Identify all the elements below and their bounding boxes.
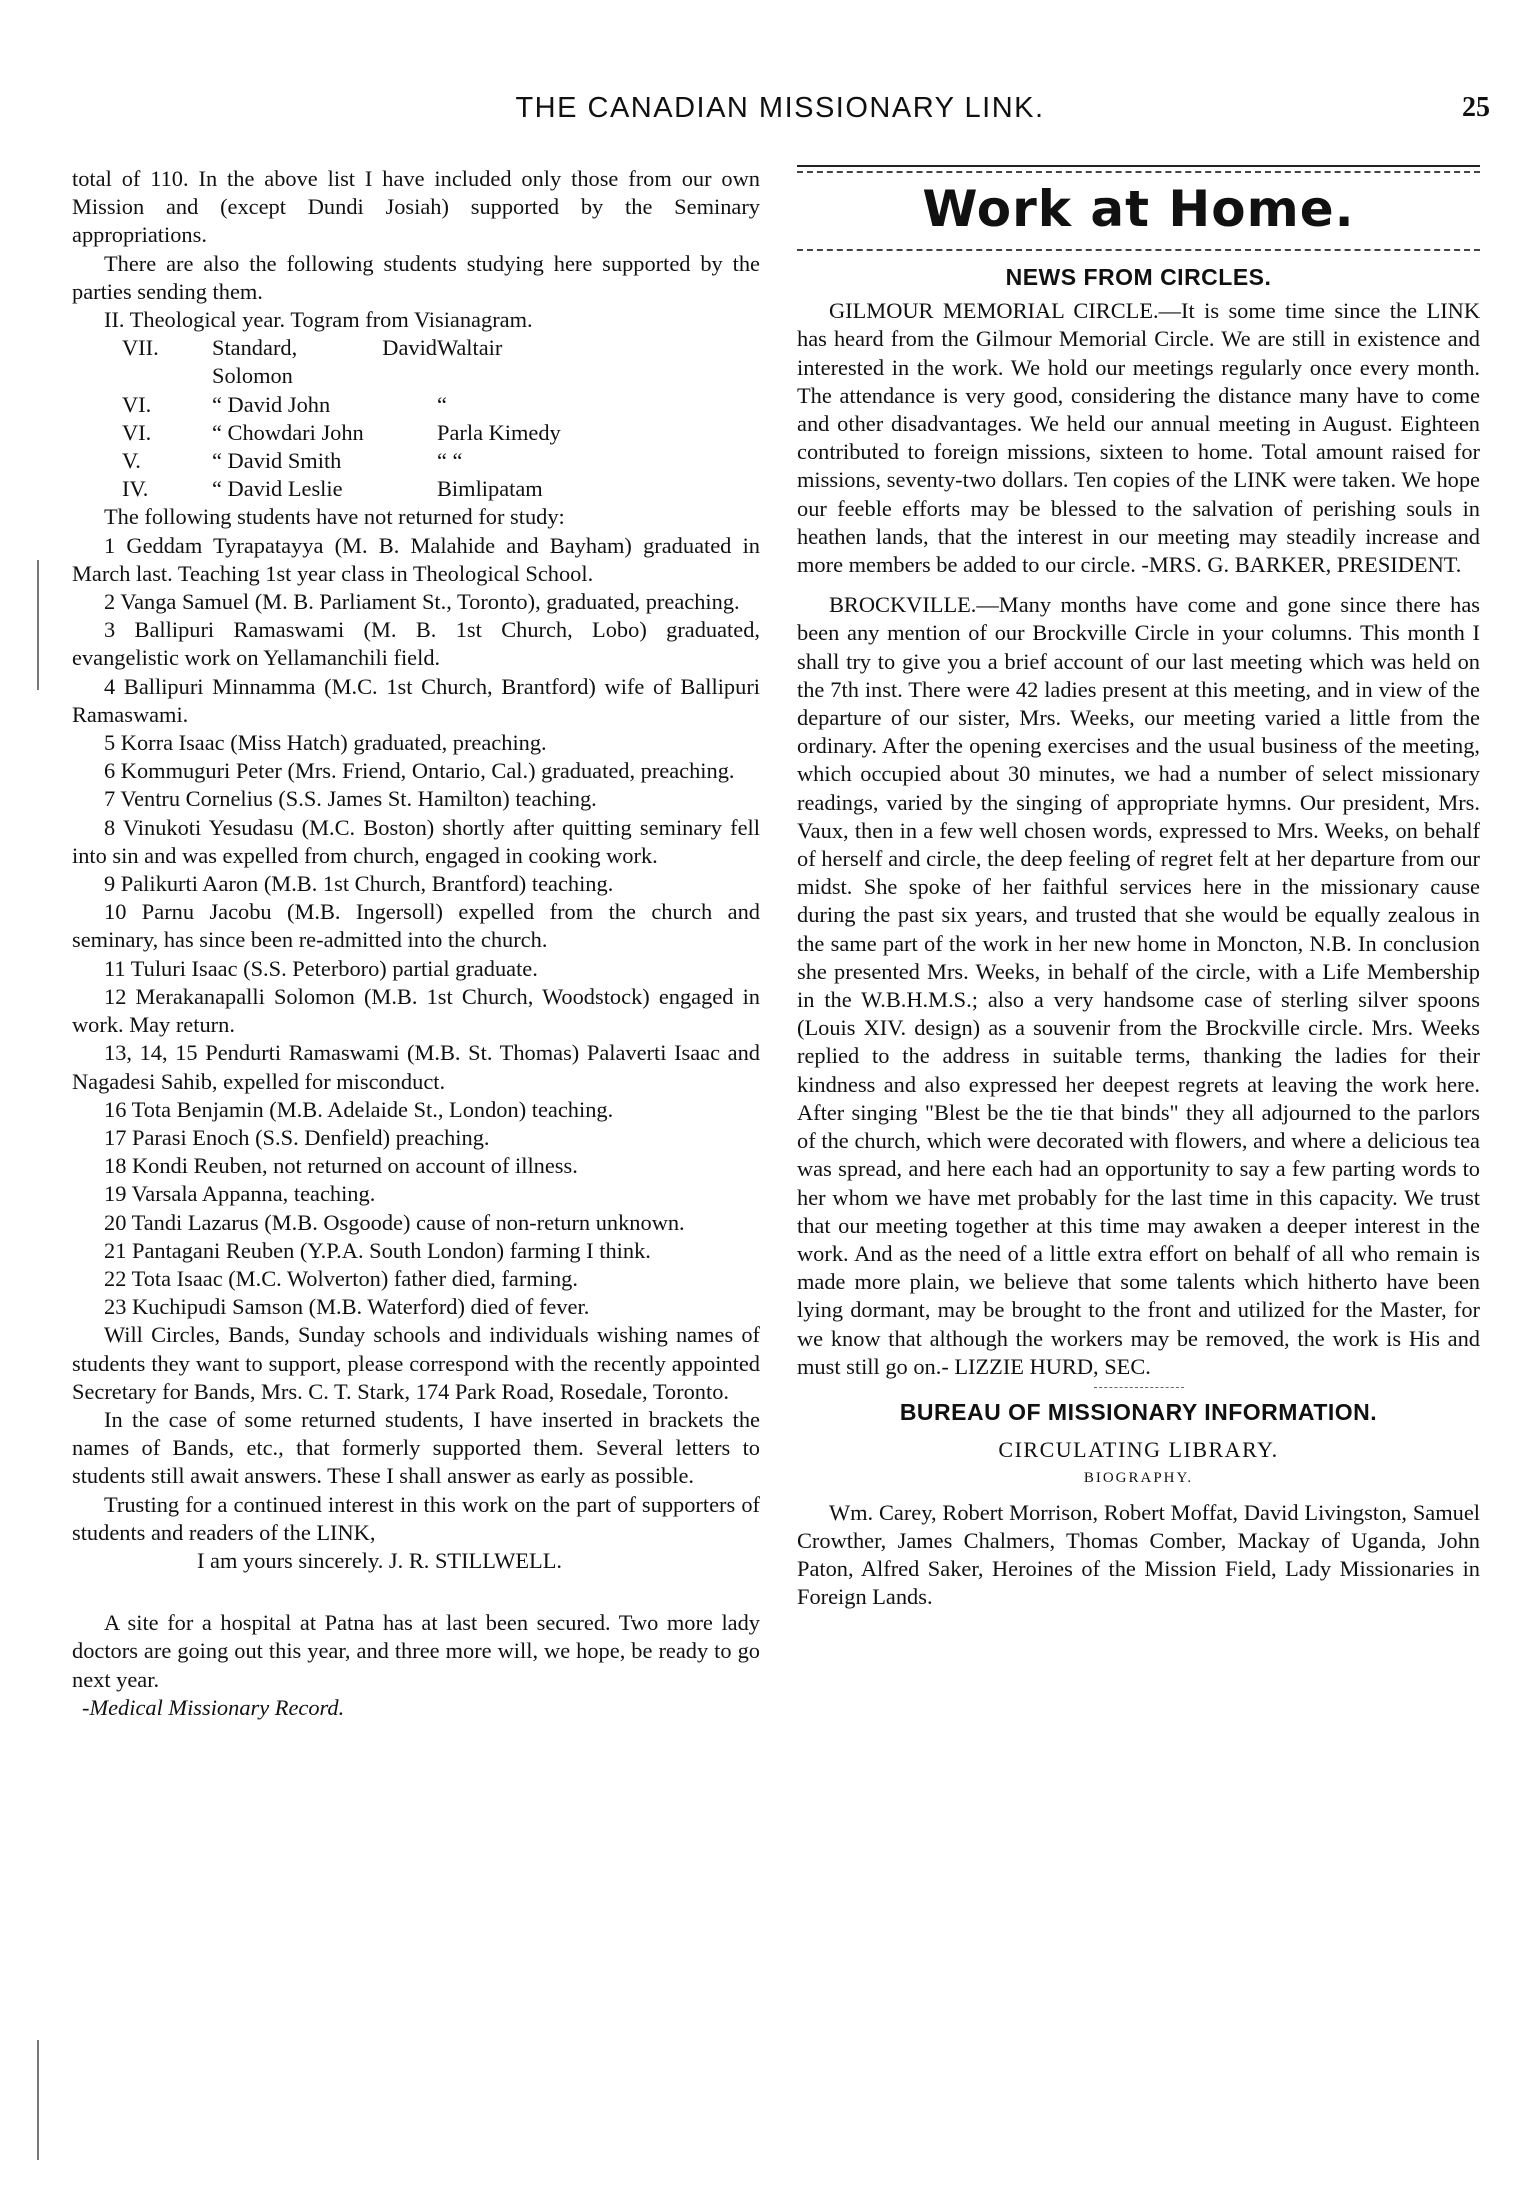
student-name: “ David Smith bbox=[212, 448, 342, 474]
standards-list bbox=[72, 334, 760, 503]
right-column bbox=[797, 165, 1480, 1611]
grade: VI. bbox=[122, 419, 152, 445]
gilmour-report bbox=[797, 297, 1480, 579]
divider bbox=[1094, 1387, 1184, 1388]
running-title: THE CANADIAN MISSIONARY LINK. bbox=[515, 92, 1045, 124]
student-entry: 2 Vanga Samuel (M. B. Parliament St., Toronto), graduated, preaching. bbox=[104, 589, 740, 615]
list-item bbox=[122, 419, 760, 447]
student-name: “ Chowdari John bbox=[212, 419, 364, 445]
page-header bbox=[70, 92, 1490, 132]
grade: IV. bbox=[122, 476, 149, 502]
student-entry: 22 Tota Isaac (M.C. Wolverton) father died, farming. bbox=[104, 1265, 578, 1291]
student-entry: 18 Kondi Reuben, not returned on account of illness. bbox=[104, 1153, 578, 1179]
student-entry: 6 Kommuguri Peter (Mrs. Friend, Ontario, Cal.) graduated, preaching. bbox=[104, 758, 735, 784]
place: Waltair bbox=[437, 335, 503, 361]
theological-line: II. Theological year. Togram from Visianagram. bbox=[104, 307, 533, 333]
gilmour-text: —It is some time since the LINK has heard from the Gilmour Memorial Circle. We are still in existence and interested in the work. We hold our meetings regularly once every month. The attendance is very good, considering the distance many have to come and other disadvantages. We held our annual meeting in August. Eighteen contributed to foreign missions, sixteen to home. Total amount raised for missions, seventy-two dollars. Ten copies of the LINK were taken. We hope our feeble efforts may be blessed to the salvation of perishing souls in heathen lands, that the interest in our meeting may steadily increase and more members be added to our circle. -MRS. G. BARKER, PRESIDENT. bbox=[797, 298, 1480, 578]
student-entry: 23 Kuchipudi Samson (M.B. Waterford) died of fever. bbox=[104, 1294, 590, 1320]
student-entry: 3 Ballipuri Ramaswami (M. B. 1st Church, Lobo) graduated, evangelistic work on Yellamanchili field. bbox=[72, 617, 760, 671]
biography-list: Wm. Carey, Robert Morrison, Robert Moffat, David Livingston, Samuel Crowther, James Chalmers, Thomas Comber, Mackay of Uganda, John Paton, Alfred Saker, Heroines of the Mission Field, Lady Missionaries in Foreign Lands. bbox=[797, 1499, 1480, 1610]
place: Bimlipatam bbox=[437, 476, 543, 502]
grade: VII. bbox=[122, 335, 159, 361]
divider bbox=[797, 171, 1480, 173]
student-entry: 20 Tandi Lazarus (M.B. Osgoode) cause of non-return unknown. bbox=[104, 1209, 685, 1235]
divider bbox=[797, 249, 1480, 251]
brockville-report bbox=[797, 591, 1480, 1381]
margin-mark bbox=[37, 560, 39, 690]
student-entry: 10 Parnu Jacobu (M.B. Ingersoll) expelled from the church and seminary, has since been re-admitted into the church. bbox=[72, 899, 760, 953]
list-item bbox=[122, 475, 760, 503]
student-entry: 4 Ballipuri Minnamma (M.C. 1st Church, Brantford) wife of Ballipuri Ramaswami. bbox=[72, 673, 760, 727]
student-entry: 9 Palikurti Aaron (M.B. 1st Church, Brantford) teaching. bbox=[104, 871, 614, 897]
trusting-paragraph: Trusting for a continued interest in this work on the part of supporters of students and readers of the LINK, bbox=[72, 1491, 760, 1545]
page-number: 25 bbox=[1462, 92, 1490, 123]
student-entry: 19 Varsala Appanna, teaching. bbox=[104, 1181, 376, 1207]
place: “ bbox=[437, 391, 447, 417]
margin-mark bbox=[37, 2040, 39, 2160]
student-entry: 21 Pantagani Reuben (Y.P.A. South London) farming I think. bbox=[104, 1237, 651, 1263]
list-item bbox=[122, 447, 760, 475]
student-entry: 13, 14, 15 Pendurti Ramaswami (M.B. St. Thomas) Palaverti Isaac and Nagadesi Sahib, expelled for misconduct. bbox=[72, 1040, 760, 1094]
hospital-paragraph: A site for a hospital at Patna has at last been secured. Two more lady doctors are going out this year, and three more will, we hope, be ready to go next year. bbox=[72, 1610, 760, 1692]
student-entry: 8 Vinukoti Yesudasu (M.C. Boston) shortly after quitting seminary fell into sin and was expelled from church, engaged in cooking work. bbox=[72, 814, 760, 868]
section-headline: Work at Home. bbox=[922, 180, 1355, 238]
place: Parla Kimedy bbox=[437, 419, 561, 445]
student-name: “ David John bbox=[212, 391, 331, 417]
divider bbox=[797, 165, 1480, 167]
not-returned-line: The following students have not returned for study: bbox=[104, 504, 565, 530]
signature: I am yours sincerely. J. R. STILLWELL. bbox=[197, 1547, 562, 1573]
intro-paragraph: total of 110. In the above list I have included only those from our own Mission and (except Dundi Josiah) supported by the Seminary appropriations. bbox=[72, 166, 760, 248]
student-entry: 1 Geddam Tyrapatayya (M. B. Malahide and Bayham) graduated in March last. Teaching 1st year class in Theological School. bbox=[72, 532, 760, 586]
student-entry: 12 Merakanapalli Solomon (M.B. 1st Church, Woodstock) engaged in work. May return. bbox=[72, 983, 760, 1038]
grade: VI. bbox=[122, 391, 152, 417]
library-subheading: BIOGRAPHY. bbox=[1083, 1470, 1194, 1487]
student-name: Standard, David Solomon bbox=[212, 335, 437, 389]
list-item bbox=[122, 334, 760, 390]
list-item bbox=[122, 391, 760, 419]
student-entry: 5 Korra Isaac (Miss Hatch) graduated, preaching. bbox=[104, 730, 547, 756]
student-entry: 11 Tuluri Isaac (S.S. Peterboro) partial graduate. bbox=[104, 955, 538, 981]
bureau-heading: BUREAU OF MISSIONARY INFORMATION. bbox=[899, 1398, 1378, 1425]
also-paragraph: There are also the following students studying here supported by the parties sending them. bbox=[72, 250, 760, 304]
students-list bbox=[72, 532, 760, 1322]
circles-paragraph: Will Circles, Bands, Sunday schools and individuals wishing names of students they want to support, please correspond with the recently appointed Secretary for Bands, Mrs. C. T. Stark, 174 Park Road, Rosedale, Toronto. bbox=[72, 1322, 760, 1404]
gilmour-lead: GILMOUR MEMORIAL CIRCLE. bbox=[829, 298, 1159, 324]
brockville-lead: BROCKVILLE. bbox=[829, 592, 977, 618]
brackets-paragraph: In the case of some returned students, I have inserted in brackets the names of Bands, etc., that formerly supported them. Several letters to students still await answers. These I shall answer as early as possible. bbox=[72, 1406, 760, 1489]
brockville-text: —Many months have come and gone since there has been any mention of our Brockville Circle in your columns. This month I shall try to give you a brief account of our last meeting which was held on the 7th inst. There were 42 ladies present at this meeting, and in view of the departure of our sister, Mrs. Weeks, our meeting varied a little from the ordinary. After the opening exercises and the usual business of the meeting, which occupied about 30 minutes, we had a number of select missionary readings, varied by the singing of appropriate hymns. Our president, Mrs. Vaux, then in a few well chosen words, expressed to Mrs. Weeks, on behalf of herself and circle, the deep feeling of regret felt at her departure from our midst. She spoke of her faithful services here in the missionary cause during the past six years, and trusted that she would be equally zealous in the same part of the work in her new home in Moncton, N.B. In conclusion she presented Mrs. Weeks, in behalf of the circle, with a Life Membership in the W.B.H.M.S.; also a very handsome case of sterling silver spoons (Louis XIV. design) as a souvenir from the Brockville circle. Mrs. Weeks replied to the address in suitable terms, thanking the ladies for their kindness and also expressed her deepest regrets at leaving the work here. After singing "Blest be the tie that binds" they all adjourned to the parlors of the church, which were decorated with flowers, and where a delicious tea was spread, and here each had an opportunity to say a few parting words to her whom we have met probably for the last time in this capacity. We trust that our meeting together at this time may awaken a deeper interest in the work. And as the need of a little extra effort on behalf of all who remain is made more plain, we believe that some talents which hitherto have been lying dormant, may be brought to the front and utilized for the Master, for we know that although the workers may be removed, the work is His and must still go on.- LIZZIE HURD, SEC. bbox=[797, 592, 1480, 1379]
grade: V. bbox=[122, 448, 141, 474]
student-entry: 7 Ventru Cornelius (S.S. James St. Hamilton) teaching. bbox=[104, 786, 597, 812]
library-heading: CIRCULATING LIBRARY. bbox=[998, 1437, 1279, 1463]
student-entry: 17 Parasi Enoch (S.S. Denfield) preaching. bbox=[104, 1124, 490, 1150]
left-column bbox=[72, 165, 760, 1722]
student-name: “ David Leslie bbox=[212, 476, 343, 502]
source-citation: -Medical Missionary Record. bbox=[82, 1694, 345, 1720]
place: “ “ bbox=[437, 448, 463, 474]
student-entry: 16 Tota Benjamin (M.B. Adelaide St., London) teaching. bbox=[104, 1096, 614, 1122]
news-heading: NEWS FROM CIRCLES. bbox=[1005, 264, 1272, 290]
